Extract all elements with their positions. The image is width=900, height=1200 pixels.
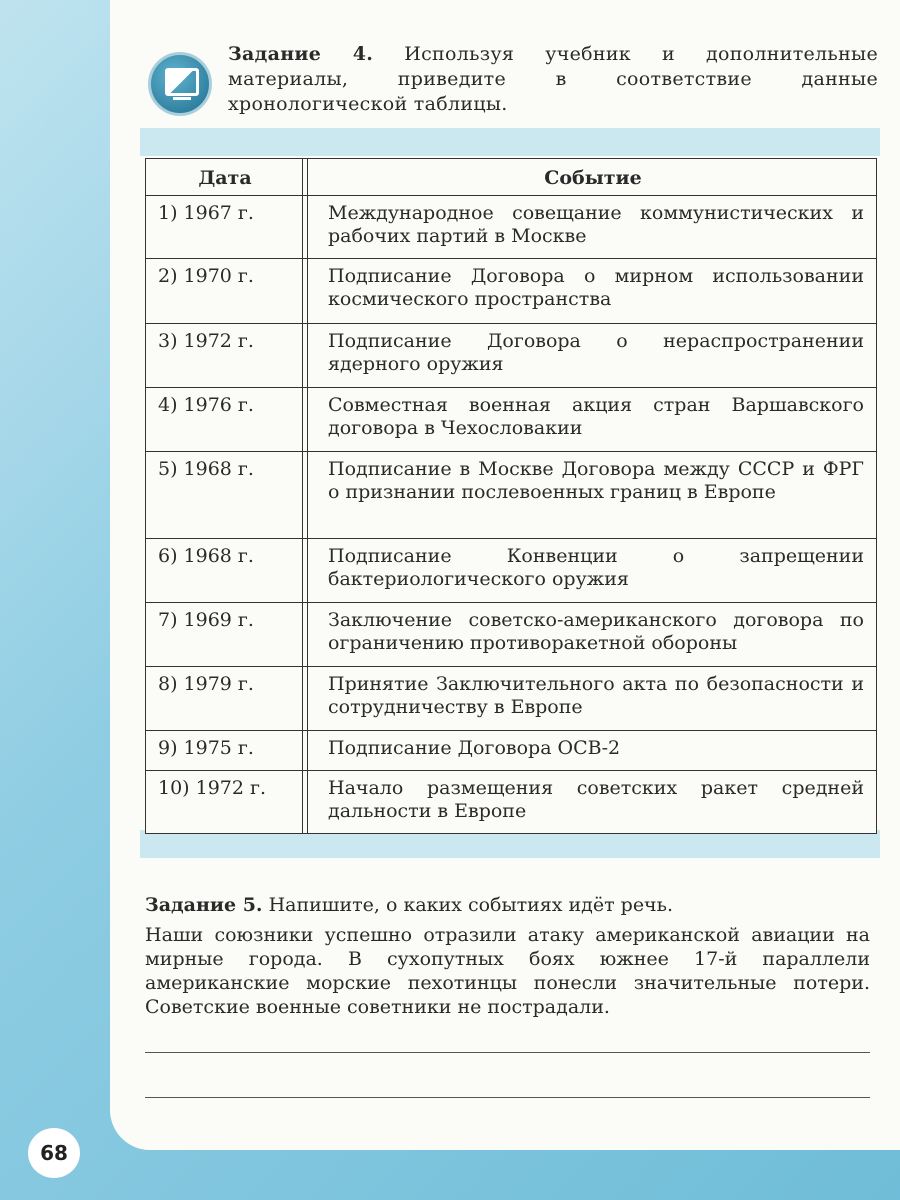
event-cell: Принятие Заключительного акта по безопасности и сотрудничеству в Европе xyxy=(308,667,877,731)
date-cell: 6) 1968 г. xyxy=(146,539,303,603)
task-4-instructions xyxy=(228,42,878,117)
table-row xyxy=(146,667,877,731)
answer-line[interactable] xyxy=(145,1052,870,1053)
header-event: Событие xyxy=(308,159,877,196)
answer-line[interactable] xyxy=(145,1097,870,1098)
task-5-text: Наши союзники успешно отразили атаку американской авиации на мирные города. В сухопутных боях южнее 17-й параллели американские морские пехотинцы понесли значительные потери. Советские военные советники не пострадали. xyxy=(145,924,870,1018)
task-5 xyxy=(145,893,870,1025)
table-row xyxy=(146,452,877,539)
task-4-text: Используя учебник и дополнительные материалы, приведите в соответствие данные хронологической таблицы. xyxy=(228,43,879,115)
table-row xyxy=(146,259,877,324)
decorative-band xyxy=(140,830,880,858)
chronology-table xyxy=(145,158,877,834)
decorative-band xyxy=(140,128,880,156)
table-row xyxy=(146,324,877,388)
event-cell: Подписание Договора о мирном использовании космического пространства xyxy=(308,259,877,324)
computer-icon xyxy=(148,52,212,116)
table-row xyxy=(146,388,877,452)
date-cell: 2) 1970 г. xyxy=(146,259,303,324)
event-cell: Начало размещения советских ракет средней дальности в Европе xyxy=(308,771,877,834)
event-cell: Подписание Конвенции о запрещении бактериологического оружия xyxy=(308,539,877,603)
date-cell: 8) 1979 г. xyxy=(146,667,303,731)
event-cell: Подписание Договора ОСВ-2 xyxy=(308,731,877,771)
table-row xyxy=(146,603,877,667)
table-row xyxy=(146,539,877,603)
date-cell: 1) 1967 г. xyxy=(146,196,303,259)
event-cell: Подписание в Москве Договора между СССР и ФРГ о признании послевоенных границ в Европе xyxy=(308,452,877,539)
event-cell: Совместная военная акция стран Варшавского договора в Чехословакии xyxy=(308,388,877,452)
date-cell: 3) 1972 г. xyxy=(146,324,303,388)
date-cell: 10) 1972 г. xyxy=(146,771,303,834)
task-5-prompt: Напишите, о каких событиях идёт речь. xyxy=(268,894,674,916)
date-cell: 9) 1975 г. xyxy=(146,731,303,771)
event-cell: Международное совещание коммунистических и рабочих партий в Москве xyxy=(308,196,877,259)
header-date: Дата xyxy=(146,159,303,196)
task-4-title: Задание 4. xyxy=(228,43,374,65)
table-row xyxy=(146,771,877,834)
table-row xyxy=(146,731,877,771)
date-cell: 5) 1968 г. xyxy=(146,452,303,539)
task-5-title: Задание 5. xyxy=(145,894,263,916)
event-cell: Подписание Договора о нераспространении ядерного оружия xyxy=(308,324,877,388)
date-cell: 7) 1969 г. xyxy=(146,603,303,667)
event-cell: Заключение советско-американского договора по ограничению противоракетной обороны xyxy=(308,603,877,667)
table-row xyxy=(146,196,877,259)
date-cell: 4) 1976 г. xyxy=(146,388,303,452)
page-number: 68 xyxy=(28,1128,80,1178)
